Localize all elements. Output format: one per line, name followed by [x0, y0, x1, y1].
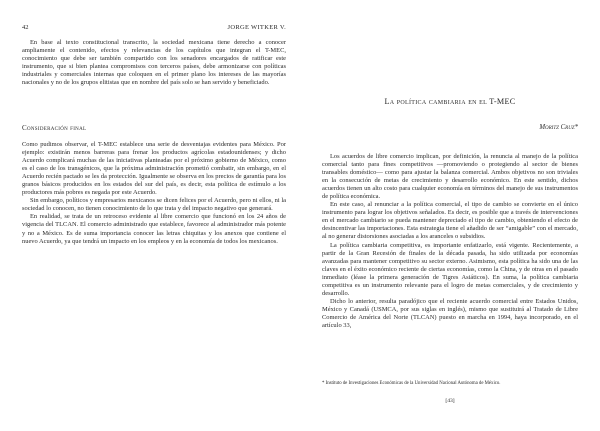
running-head-left: [22, 24, 286, 34]
final-paragraph: En realidad, se trata de un retroceso evidente al libre comercio que funcionó en los 24 años de vigencia del TLCAN. El comercio administrado que establece, favorece al administrador más potente y no a México. Es de suma importancia conocer las letras chiquitas y los anexos que contiene el nuevo Acuerdo, ya que tendrá un impacto en los empleos y en la economía de todos los mexicanos.: [22, 213, 286, 245]
article-author: Moritz Cruz*: [539, 124, 578, 131]
left-page-number: 42: [22, 24, 29, 31]
body-paragraph: Dicho lo anterior, resulta paradójico que el reciente acuerdo comercial entre Estados Unidos, México y Canadá (USMCA, por sus siglas en inglés), mismo que sustituirá al Tratado de Libre Comercio de América del Norte (TLCAN) puesto en marcha en 1994, haya incorporado, en el artículo 33,: [322, 297, 578, 329]
footnote: * Instituto de Investigaciones Económicas de la Universidad Nacional Autónoma de México.: [322, 381, 501, 386]
section-heading: Consideración final: [22, 124, 87, 132]
intro-text-block: [22, 39, 286, 87]
intro-paragraph: En base al texto constitucional transcrito, la sociedad mexicana tiene derecho a conocer ampliamente el contenido, efectos y relevancias de los capítulos que integran el T-MEC, conocimiento que debe ser también compartido con los senadores encargados de ratificar este instrumento, que si bien plantea compromisos con terceros países, debe armonizarse con políticas industriales y comerciales internas que coloquen en el primer plano los intereses de las mayorías nacionales y no de los grupos elitistas que en nombre del país solo se han servido y beneficiado.: [22, 39, 286, 87]
article-title: La política cambiaria en el T-MEC: [384, 97, 516, 106]
body-paragraph: En este caso, al renunciar a la política comercial, el tipo de cambio se convierte en el único instrumento para lograr los objetivos señalados. Es decir, es posible que a través de intervenciones en el mercado cambiario se pueda mantener depreciado el tipo de cambio, obteniendo el efecto de desincentivar las importaciones. Esta estrategia tiene el añadido de ser “amigable” con el mercado, al no generar distorsiones asociadas a los aranceles o subsidios.: [322, 201, 578, 241]
right-page: [300, 0, 600, 431]
final-paragraph: Sin embargo, políticos y empresarios mexicanos se dicen felices por el Acuerdo, pero ni ellos, ni la sociedad lo conocen, no tienen conocimiento de lo que trata y del impacto negativo que generará.: [22, 197, 286, 213]
running-head-author: JORGE WITKER V.: [227, 24, 286, 31]
body-paragraph: La política cambiaria competitiva, es importante enfatizarlo, está vigente. Recientemente, a partir de la Gran Recesión de finales de la década pasada, ha sido utilizada por economías avanzadas para mantener competitivo su sector externo. Asimismo, esta política ha sido una de las claves en el éxito económico reciente de ciertas economías, como la China, y de otras en el pasado inmediato (léase la primera generación de Tigres Asiáticos). En suma, la política cambiaria competitiva es un instrumento relevante para el logro de metas comerciales, y de crecimiento y desarrollo.: [322, 241, 578, 297]
final-text-block: [22, 141, 286, 246]
right-page-number: [43]: [445, 398, 455, 404]
body-paragraph: Los acuerdos de libre comercio implican, por definición, la renuncia al manejo de la política comercial tanto para fines competitivos —promoviendo o protegiendo al sector de bienes transables doméstico— como para ajustar la balanza comercial. Ambos objetivos no son triviales en la consecución de metas de crecimiento y desarrollo económico. En este sentido, dichos acuerdos tienen un alto costo para cualquier economía en términos del manejo de sus instrumentos de política económica.: [322, 153, 578, 201]
final-paragraph: Como pudimos observar, el T-MEC establece una serie de desventajas evidentes para México. Por ejemplo: existirán menos barreras para frenar los productos agrícolas estadounidenses; y dicho Acuerdo complicará muchas de las iniciativas planteadas por el próximo gobierno de México, como es el caso de los transgénicos, que la próxima administración prometió combatir, sin embargo, en el Acuerdo recién pactado se les da protección. Igualmente se observa en los precios de garantía para los granos básicos producidos en los estados del sur del país, es decir, esta política de estímulo a los productores más pobres es negada por este Acuerdo.: [22, 141, 286, 197]
article-body: [322, 153, 578, 330]
